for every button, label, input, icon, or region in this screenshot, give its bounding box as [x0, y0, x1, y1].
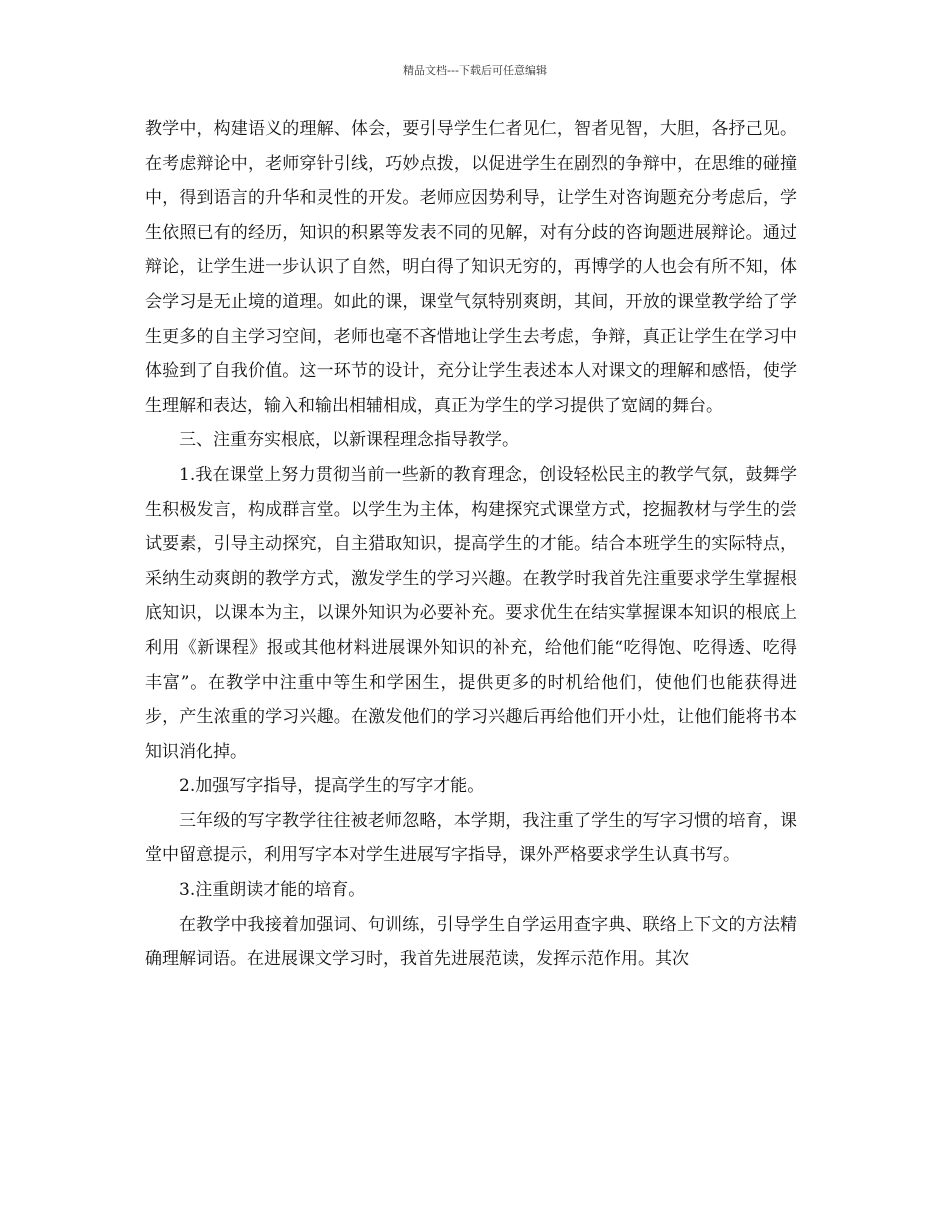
paragraph-reading: 在教学中我接着加强词、句训练，引导学生自学运用查字典、联络上下文的方法精确理解词语。在进展课文学习时，我首先进展范读，发挥示范作用。其次: [145, 914, 797, 970]
paragraph-item-1: 1.我在课堂上努力贯彻当前一些新的教育理念，创设轻松民主的教学气氛，鼓舞学生积极发言，构成群言堂。以学生为主体，构建探究式课堂方式，挖掘教材与学生的尝试要素，引导主动探究，自主猎取知识，提高学生的才能。结合本班学生的实际特点，采纳生动爽朗的教学方式，激发学生的学习兴趣。在教学时我首先注重要求学生掌握根底知识，以课本为主，以课外知识为必要补充。要求优生在结实掌握课本知识的根底上利用《新课程》报或其他材料进展课外知识的补充，给他们能“吃得饱、吃得透、吃得丰富”。在教学中注重中等生和学困生，提供更多的时机给他们，使他们也能获得进步，产生浓重的学习兴趣。在激发他们的学习兴趣后再给他们开小灶，让他们能将书本知识消化掉。: [145, 464, 797, 762]
paragraph-item-2-heading: 2.加强写字指导，提高学生的写字才能。: [179, 776, 485, 797]
section-heading-3: 三、注重夯实根底，以新课程理念指导教学。: [179, 430, 519, 451]
document-body: [145, 112, 797, 977]
paragraph-writing: 三年级的写字教学往往被老师忽略，本学期，我注重了学生的写字习惯的培育，课堂中留意提示，利用写字本对学生进展写字指导，课外严格要求学生认真书写。: [145, 810, 797, 866]
paragraph-1: 教学中，构建语义的理解、体会，要引导学生仁者见仁，智者见智，大胆，各抒己见。在考虑辩论中，老师穿针引线，巧妙点拨，以促进学生在剧烈的争辩中，在思维的碰撞中，得到语言的升华和灵性的开发。老师应因势利导，让学生对咨询题充分考虑后，学生依照已有的经历，知识的积累等发表不同的见解，对有分歧的咨询题进展辩论。通过辩论，让学生进一步认识了自然，明白得了知识无穷的，再博学的人也会有所不知，体会学习是无止境的道理。如此的课，课堂气氛特别爽朗，其间，开放的课堂教学给了学生更多的自主学习空间，老师也毫不吝惜地让学生去考虑，争辩，真正让学生在学习中体验到了自我价值。这一环节的设计，充分让学生表述本人对课文的理解和感悟，使学生理解和表达，输入和输出相辅相成，真正为学生的学习提供了宽阔的舞台。: [145, 119, 797, 416]
page-header: 精品文档---下载后可任意编辑: [403, 64, 547, 77]
paragraph-item-3-heading: 3.注重朗读才能的培育。: [179, 880, 366, 901]
